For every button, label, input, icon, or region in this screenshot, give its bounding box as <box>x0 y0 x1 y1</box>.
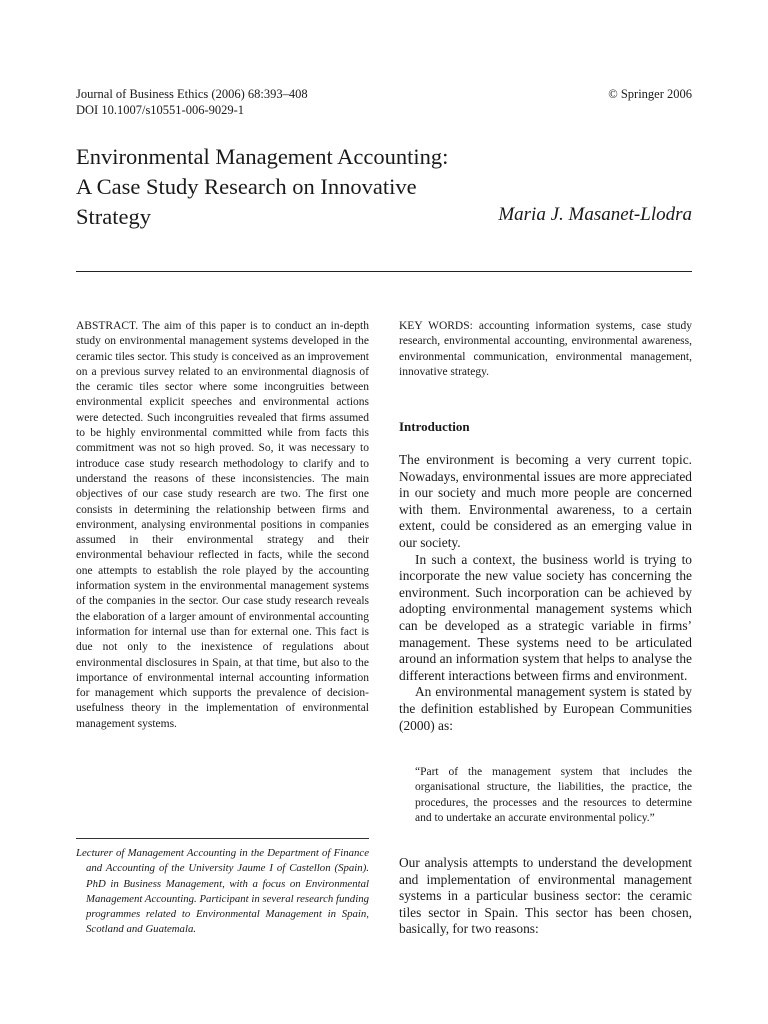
paragraph-3: An environmental management system is stated by the definition established by European Communities (2000) as: <box>399 684 692 733</box>
author-name: Maria J. Masanet-Llodra <box>498 204 692 225</box>
paragraph-1: The environment is becoming a very current topic. Nowadays, environmental issues are more appreciated in our society and much more people are concerned with them. Environmental awareness, to a certain extent, could be considered as an emerging value in our society. <box>399 452 692 550</box>
journal-citation: Journal of Business Ethics (2006) 68:393–408 <box>76 87 308 101</box>
title-line-3: Strategy <box>76 204 151 229</box>
copyright-notice: © Springer 2006 <box>608 87 692 101</box>
introduction-body <box>399 452 692 734</box>
abstract: ABSTRACT. The aim of this paper is to conduct an in-depth study on environmental management systems developed in the ceramic tiles sector. This study is conceived as an improvement on a previous survey related to an environmental diagnosis of the ceramic tiles sector where some incongruities between environmental explicit speeches and environmental actions were detected. Such incongruities revealed that firms assumed to be highly environmental committed while from facts this commitment was not so high proved. So, it was necessary to introduce case study research methodology to clarify and to understand the reasons of these inconsistencies. The main objectives of our case study research are two. The first one consists in determining the relationship between firms and environment, analysing environmental positions in companies assumed in their environmental strategy and their environmental behaviour reflected in facts, while the second one attempts to establish the role played by the accounting information system in the environmental management systems of the companies in the sector. Our case study research reveals the elaboration of a larger amount of environmental accounting information for internal use than for external one. This fact is due not only to the inexistence of regulations about environmental disclosures in Spain, at that time, but also to the importance of environmental internal accounting information for management which supports the prevalence of decision-usefulness theory in the implementation of environmental management systems. <box>76 320 369 730</box>
article-title <box>76 142 516 232</box>
definition-quote: “Part of the management system that includes the organisational structure, the liabilities, the practice, the procedures, the processes and the resources to determine and to undertake an accurate environmental policy.” <box>415 766 692 824</box>
paragraph-4: Our analysis attempts to understand the development and implementation of environmental management systems in a particular business sector: the ceramic tiles sector in Spain. This sector has been chosen, basically, for two reasons: <box>399 855 692 937</box>
title-divider <box>76 271 692 272</box>
footnote-divider <box>76 838 369 839</box>
section-heading-introduction: Introduction <box>399 419 470 434</box>
title-line-2: A Case Study Research on Innovative <box>76 174 417 199</box>
keywords: KEY WORDS: accounting information systems, case study research, environmental accounting, environmental awareness, environmental communication, environmental management, innovative strategy. <box>399 320 692 378</box>
introduction-body-continued <box>399 855 692 938</box>
title-line-1: Environmental Management Accounting: <box>76 144 449 169</box>
paragraph-2: In such a context, the business world is trying to incorporate the new value society has concerning the environment. Such incorporation can be achieved by adopting environmental management systems which can be developed as a strategic variable in firms’ management. These systems need to be articulated around an information system that helps to analyse the different interactions between firms and environment. <box>399 551 692 683</box>
doi: DOI 10.1007/s10551-006-9029-1 <box>76 103 245 117</box>
journal-reference <box>76 86 308 118</box>
author-footnote: Lecturer of Management Accounting in the Department of Finance and Accounting of the University Jaume I of Castellon (Spain). PhD in Business Management, with a focus on Environmental Management Accounting. Participant in several research funding programmes related to Environmental Management in Spain, Scotland and Guatemala. <box>76 847 369 936</box>
